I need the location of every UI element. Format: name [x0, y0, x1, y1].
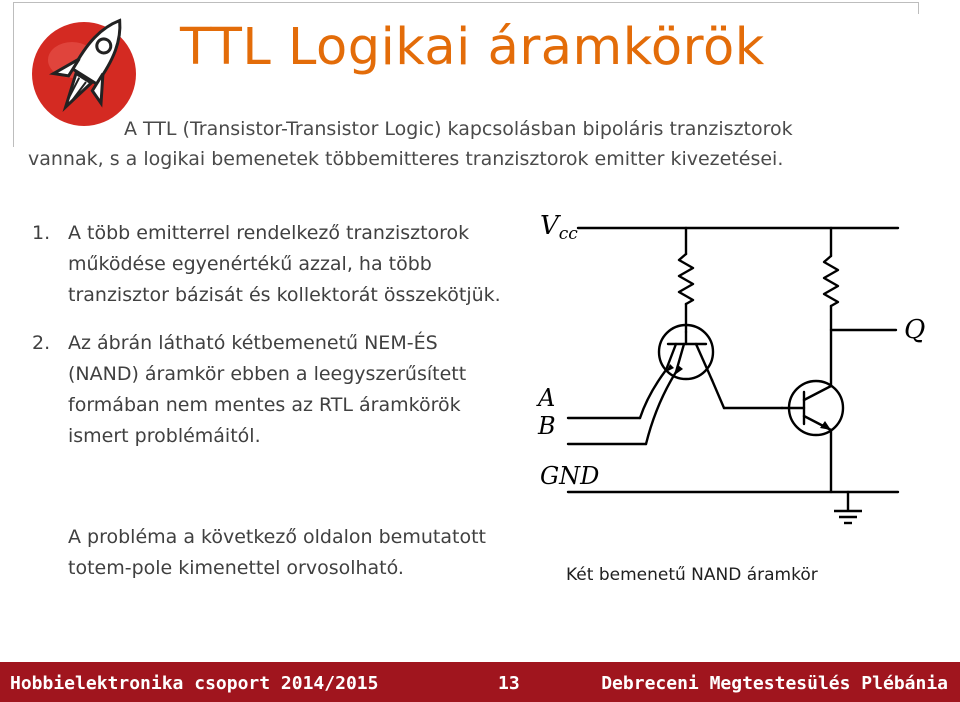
input-b-label: B — [538, 412, 556, 440]
list-item-text: A több emitterrel rendelkező tranzisztorok működése egyenértékű azzal, ha több tranzisztor bázisát és kollektorát összekötjük. — [68, 222, 501, 306]
slide-title: TTL Logikai áramkörök — [180, 18, 765, 77]
intro-paragraph — [28, 114, 908, 174]
output-q-label: Q — [904, 315, 926, 345]
list-item-number: 2. — [32, 332, 51, 354]
resistor-2 — [824, 256, 838, 306]
list-item — [32, 218, 512, 311]
ground-symbol-icon — [834, 511, 862, 523]
input-a-label: A — [538, 384, 556, 412]
intro-line-2: vannak, s a logikai bemenetek többemitteres tranzisztorok emitter kivezetései. — [28, 148, 784, 170]
footer-group: Hobbielektronika csoport 2014/2015 — [10, 673, 379, 694]
list-item-text: Az ábrán látható kétbemenetű NEM-ÉS (NAND) áramkör ebben a leegyszerűsített formában nem mentes az RTL áramkörök ismert problémáitól. — [68, 332, 467, 447]
page-number: 13 — [498, 673, 520, 694]
gnd-label: GND — [540, 462, 600, 490]
slide-frame-right — [918, 2, 919, 14]
schematic-caption: Két bemenetű NAND áramkör — [566, 565, 818, 585]
list-item — [32, 328, 512, 452]
intro-line-1: A TTL (Transistor-Transistor Logic) kapcsolásban bipoláris tranzisztorok — [124, 118, 793, 140]
numbered-list — [32, 218, 512, 452]
nand-schematic — [528, 204, 948, 536]
slide-frame-left — [13, 2, 14, 147]
footer-bar — [0, 662, 960, 702]
footer-parish: Debreceni Megtestesülés Plébánia — [601, 673, 948, 694]
vcc-label: Vcc — [540, 211, 578, 244]
closing-paragraph: A probléma a következő oldalon bemutatott totem-pole kimenettel orvosolható. — [68, 526, 486, 579]
list-item-number: 1. — [32, 222, 51, 244]
resistor-1 — [679, 254, 693, 304]
slide-frame-top — [13, 2, 918, 3]
